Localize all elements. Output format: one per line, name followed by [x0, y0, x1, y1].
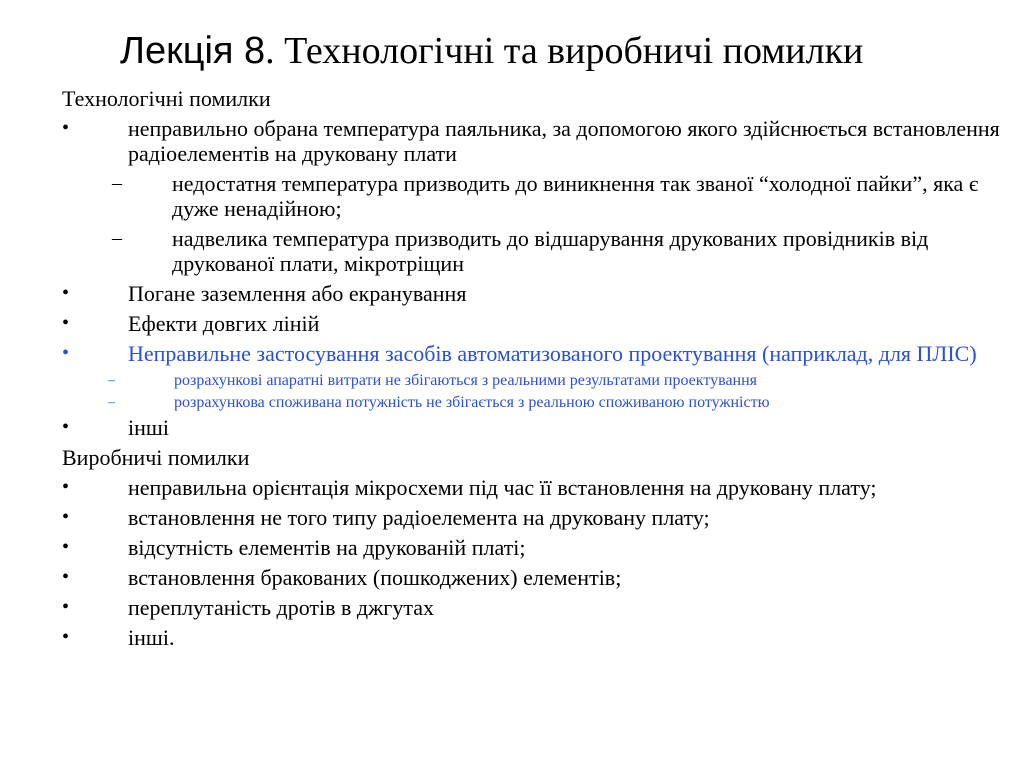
list-item-highlighted — [62, 341, 1002, 366]
dash-icon: – — [112, 172, 122, 194]
bullet-icon: • — [62, 416, 70, 438]
sub-list-item-small — [62, 393, 1002, 413]
list-item — [62, 595, 1002, 620]
list-item — [62, 415, 1002, 440]
sub-list-item — [62, 171, 1002, 221]
list-item — [62, 565, 1002, 590]
title-lecture-number: Лекція 8 — [120, 30, 266, 72]
bullet-icon: • — [62, 566, 70, 588]
sub-list-item-text: надвелика температура призводить до відшарування друкованих провідників від друкованої плати, мікротріщин — [172, 226, 929, 276]
sub-list-item-small — [62, 371, 1002, 391]
bullet-icon: • — [62, 342, 70, 364]
bullet-icon: • — [62, 506, 70, 528]
list-item-text: Неправильне застосування засобів автоматизованого проектування (наприклад, для ПЛІС) — [128, 341, 977, 366]
section-heading-tech: Технологічні помилки — [62, 86, 271, 111]
list-item-text: переплутаність дротів в джгутах — [128, 595, 434, 620]
sub-list-item-text: розрахункові апаратні витрати не збігаються з реальними результатами проектування — [174, 372, 758, 389]
list-item-text: встановлення бракованих (пошкоджених) елементів; — [128, 565, 622, 590]
list-item-text: інші — [128, 415, 169, 440]
list-item — [62, 505, 1002, 530]
list-item — [62, 116, 1002, 166]
list-item — [62, 281, 1002, 306]
list-item-text: неправильно обрана температура паяльника, за допомогою якого здійснюється встановлення радіоелементів на друковану плати — [128, 116, 1000, 166]
bullet-icon: • — [62, 312, 70, 334]
bullet-icon: • — [62, 536, 70, 558]
list-item-text: відсутність елементів на друкованій платі; — [128, 535, 526, 560]
list-item — [62, 311, 1002, 336]
list-item-text: Погане заземлення або екранування — [128, 281, 467, 306]
section-heading-prod: Виробничі помилки — [62, 445, 250, 470]
list-item — [62, 625, 1002, 650]
list-item-text: неправильна орієнтація мікросхеми під час її встановлення на друковану плату; — [128, 475, 877, 500]
sub-list-item-text: розрахункова споживана потужність не збігається з реальною споживаною потужністю — [174, 394, 770, 411]
title-topic: . Технологічні та виробничі помилки — [265, 30, 864, 72]
slide-title — [120, 28, 1000, 74]
list-item-text: встановлення не того типу радіоелемента на друковану плату; — [128, 505, 710, 530]
bullet-icon: • — [62, 596, 70, 618]
bullet-icon: • — [62, 626, 70, 648]
list-item — [62, 535, 1002, 560]
sub-list-item — [62, 226, 1002, 276]
slide-body — [62, 86, 1002, 655]
list-item — [62, 475, 1002, 500]
list-item-text: інші. — [128, 625, 175, 650]
list-item-text: Ефекти довгих ліній — [128, 311, 320, 336]
dash-icon: – — [108, 395, 115, 410]
bullet-icon: • — [62, 117, 70, 139]
dash-icon: – — [112, 227, 122, 249]
bullet-icon: • — [62, 282, 70, 304]
bullet-icon: • — [62, 476, 70, 498]
dash-icon: – — [108, 373, 115, 388]
sub-list-item-text: недостатня температура призводить до виникнення так званої “холодної пайки”, яка є дуже ненадійною; — [172, 171, 979, 221]
